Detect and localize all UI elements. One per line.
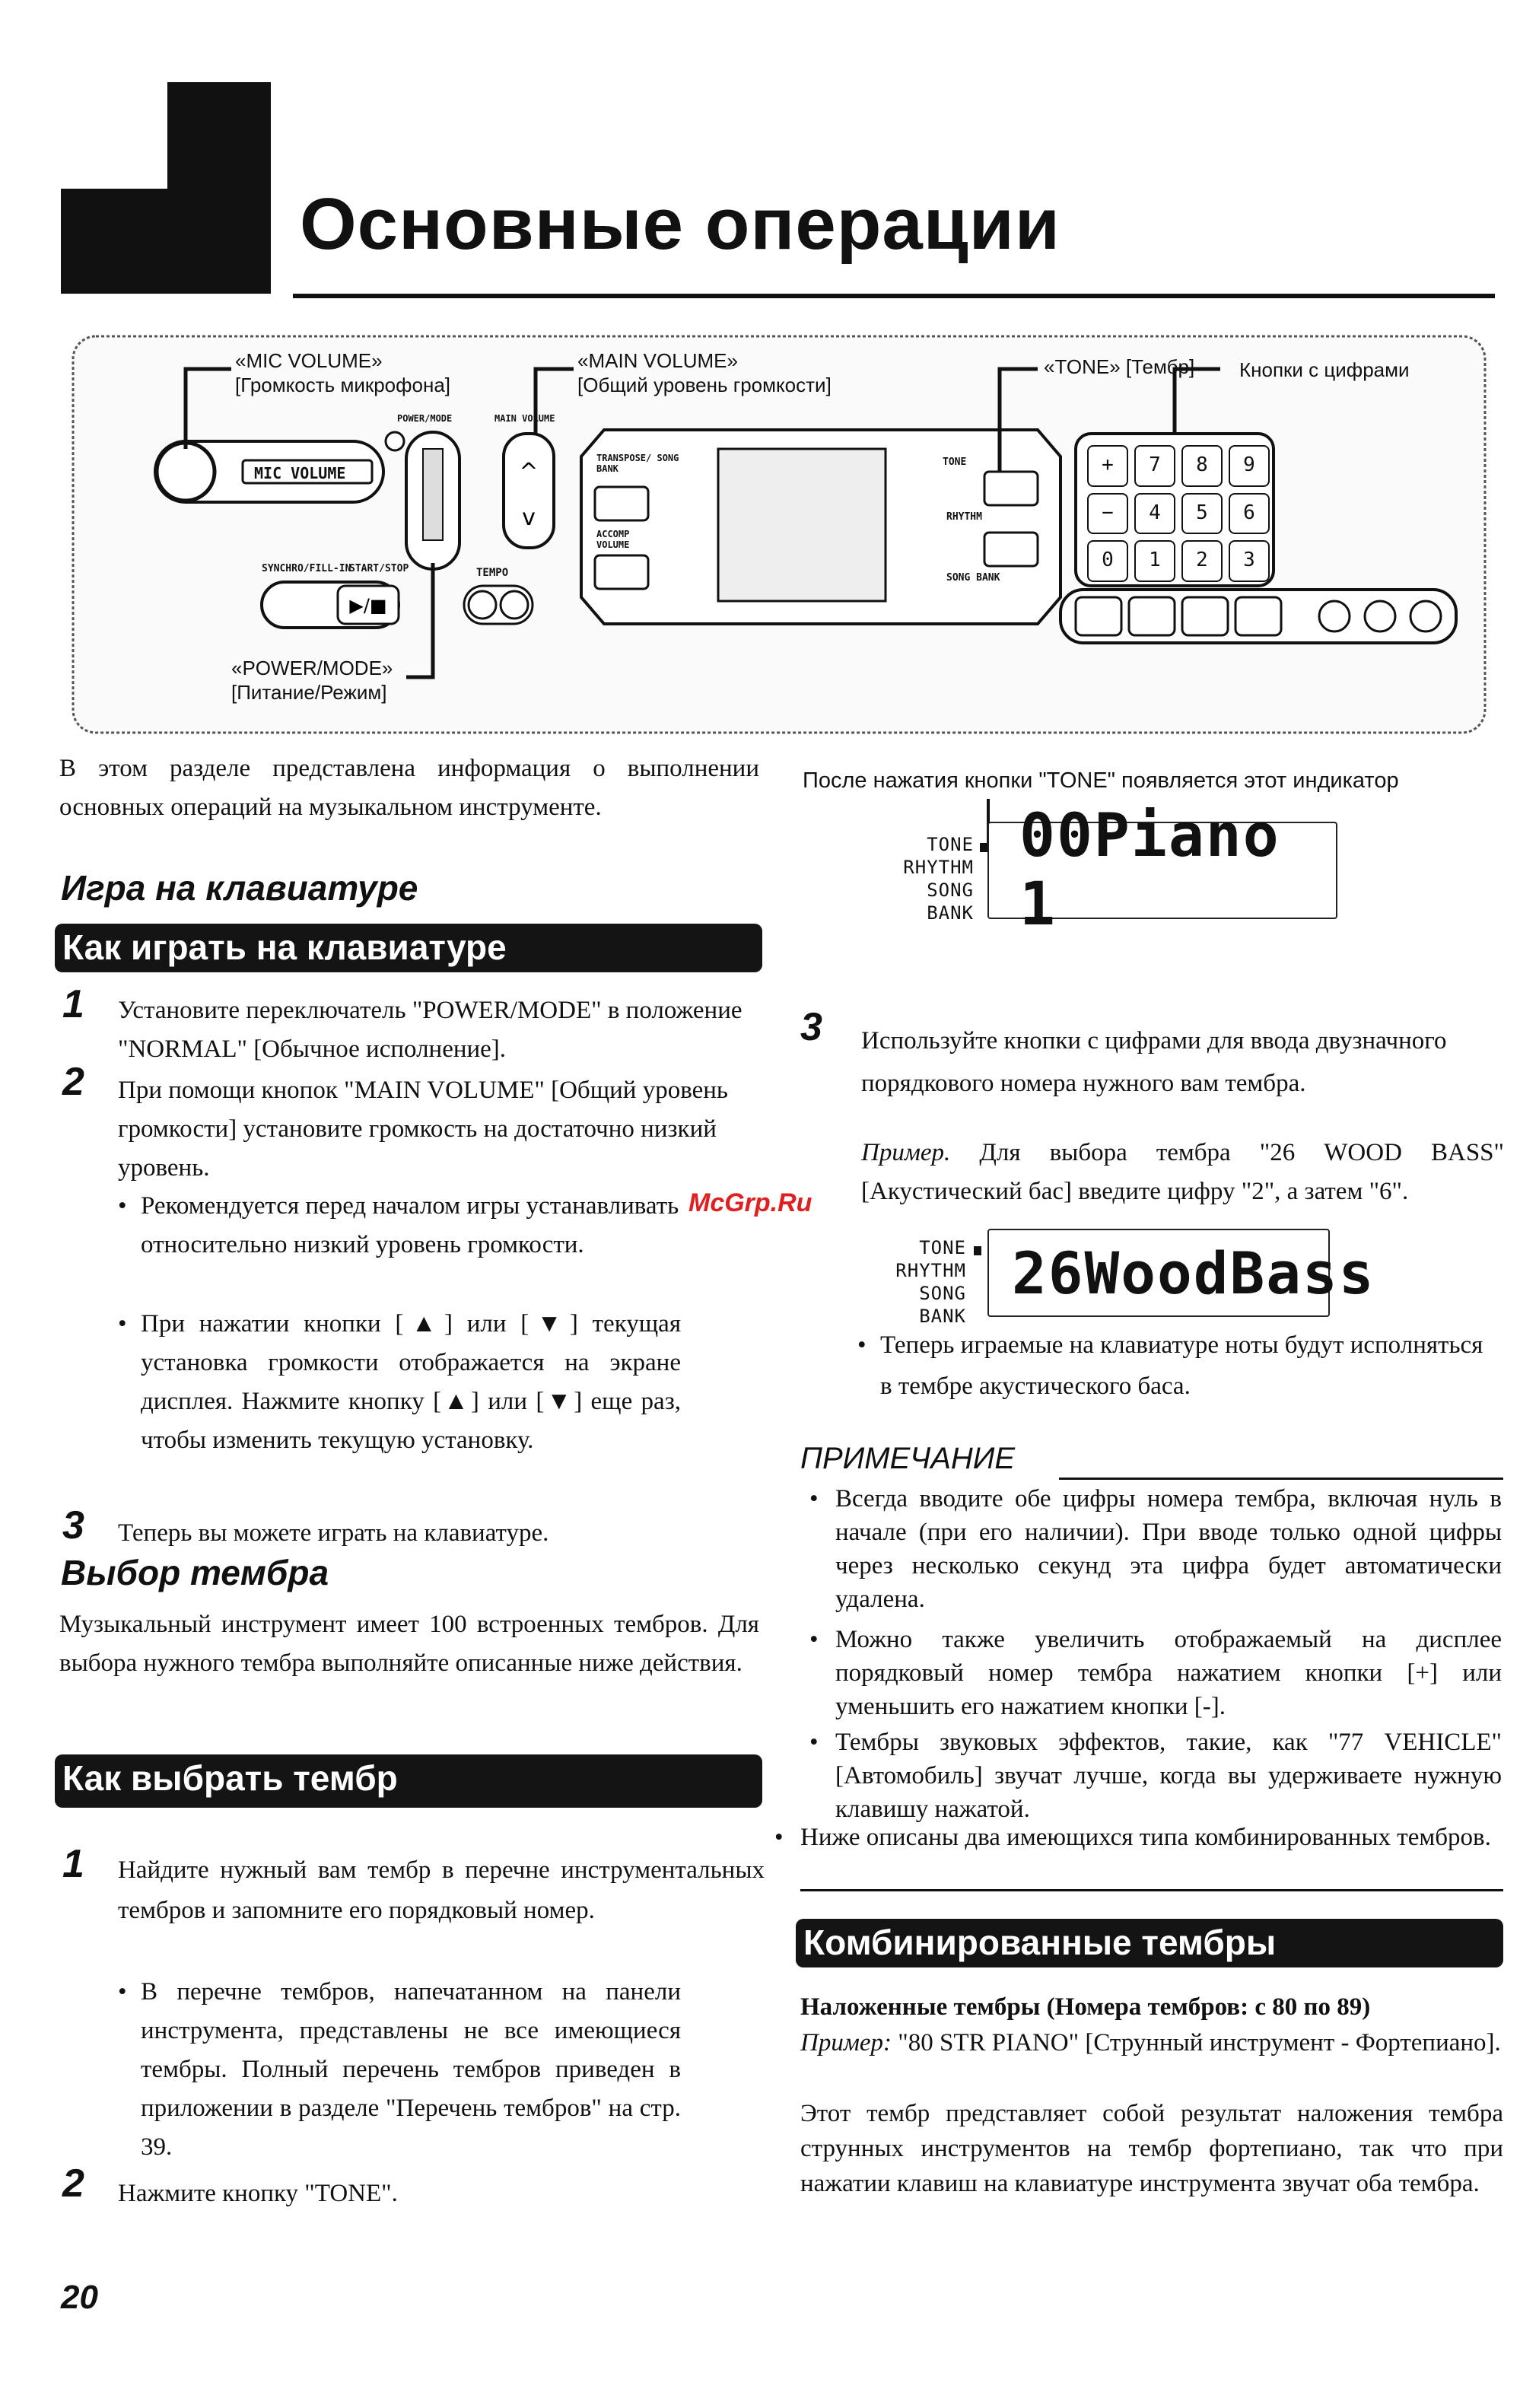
accomp-small-label: ACCOMP VOLUME	[596, 529, 630, 550]
page-number: 20	[61, 2279, 98, 2316]
note-footer: • Ниже описаны два имеющихся типа комбинированных тембров.	[800, 1821, 1502, 1854]
key-3[interactable]: 3	[1229, 540, 1270, 582]
bullet-low-volume: • Рекомендуется перед началом игры устанавливать относительно низкий уровень громкости.	[141, 1187, 681, 1264]
lcd2-tone-indicator	[974, 1246, 981, 1255]
main-vol-small-label: MAIN VOLUME	[494, 413, 555, 424]
bullet-tone-list: • В перечне тембров, напечатанном на панели инструмента, представлены не все имеющиеся тембры. Полный перечень тембров приведен в приложении в разделе "Перечень тембров" на стр. 39.	[141, 1973, 681, 2167]
intro-paragraph: В этом разделе представлена информация о выполнении основных операций на музыкальном инструменте.	[59, 755, 759, 821]
watermark: McGrp.Ru	[688, 1188, 812, 1217]
bullet-acoustic-bass: • Теперь играемые на клавиатуре ноты будут исполняться в тембре акустического баса.	[880, 1325, 1500, 1407]
step-1-number: 1	[62, 982, 84, 1026]
section-heading-play: Игра на клавиатуре	[61, 868, 418, 908]
step-2-number: 2	[62, 1060, 84, 1104]
right-step-3-text: Используйте кнопки с цифрами для ввода двузначного порядкового номера нужного вам тембра.	[861, 1027, 1447, 1097]
main-volume-callout-en: «MAIN VOLUME»	[577, 349, 738, 372]
note-item-1: • Всегда вводите обе цифры номера тембра, включая нуль в начале (при его наличии). При вводе только одной цифры через несколько секунд эта цифра будет автоматически удалена.	[835, 1482, 1502, 1616]
lcd2-label-tone: TONE	[919, 1237, 966, 1258]
note-end-rule	[800, 1889, 1503, 1891]
lcd1-label-rhythm: RHYTHM	[903, 857, 974, 878]
bar-combined-tones: Комбинированные тембры	[796, 1919, 1503, 1967]
key-1[interactable]: 1	[1134, 540, 1175, 582]
step-3-text: Теперь вы можете играть на клавиатуре.	[118, 1519, 549, 1547]
layered-heading: Наложенные тембры (Номера тембров: с 80 по 89)	[800, 1993, 1371, 2021]
note-heading: ПРИМЕЧАНИЕ	[800, 1442, 1016, 1475]
example-text: Для выбора тембра "26 WOOD BASS" [Акустический бас] введите цифру "2", а затем "6".	[861, 1139, 1504, 1205]
key-0[interactable]: 0	[1087, 540, 1128, 582]
step-2-text: При помощи кнопок "MAIN VOLUME" [Общий уровень громкости] установите громкость на достаточно низкий уровень.	[118, 1077, 728, 1182]
step-3-number: 3	[62, 1503, 84, 1548]
transpose-small-label: TRANSPOSE/ SONG BANK	[596, 453, 679, 474]
key-5[interactable]: 5	[1181, 493, 1223, 535]
example-label: Пример.	[861, 1139, 951, 1166]
lcd2-label-rhythm: RHYTHM	[895, 1260, 966, 1281]
mic-volume-callout-en: «MIC VOLUME»	[235, 349, 383, 372]
digit-keypad	[1087, 445, 1270, 582]
bullet-volume-buttons: • При нажатии кнопки [▲] или [▼] текущая установка громкости отображается на экране дисплея. Нажмите кнопку [▲] или [▼] еще раз, чтобы изменить текущую установку.	[141, 1305, 681, 1460]
tone-step-1-number: 1	[62, 1842, 84, 1886]
power-mode-small-label: POWER/MODE	[397, 413, 453, 424]
section-heading-tone: Выбор тембра	[61, 1553, 329, 1592]
chapter-marker	[61, 82, 271, 294]
power-mode-callout-ru: [Питание/Режим]	[231, 681, 387, 704]
key-7[interactable]: 7	[1134, 445, 1175, 487]
lcd1-label-tone: TONE	[927, 834, 974, 855]
key-2[interactable]: 2	[1181, 540, 1223, 582]
tone-step-2-number: 2	[62, 2161, 84, 2206]
knob-label: MIC VOLUME	[254, 464, 346, 482]
lcd1-display: 00Piano 1	[987, 822, 1337, 919]
panel-diagram	[72, 335, 1487, 734]
bar-select-tone: Как выбрать тембр	[55, 1754, 762, 1808]
main-volume-callout	[577, 348, 832, 397]
note-item-3: • Тембры звуковых эффектов, такие, как "77 VEHICLE" [Автомобиль] звучат лучше, когда вы удерживаете нужную клавишу нажатой.	[835, 1726, 1502, 1826]
example-paragraph	[861, 1134, 1504, 1211]
song-bank-small-label: SONG BANK	[946, 572, 1000, 584]
main-volume-callout-ru: [Общий уровень громкости]	[577, 374, 832, 396]
note-item-2: • Можно также увеличить отображаемый на дисплее порядковый номер тембра нажатием кнопки [+] или уменьшить его нажатием кнопки [-].	[835, 1623, 1502, 1723]
tone-callout: «TONE» [Тембр]	[1044, 355, 1195, 378]
key-8[interactable]: 8	[1181, 445, 1223, 487]
main-volume-buttons[interactable]	[504, 434, 554, 548]
bar-how-to-play: Как играть на клавиатуре	[55, 924, 762, 972]
layered-description: Этот тембр представляет собой результат наложения тембра струнных инструментов на тембр фортепиано, так что при нажатии клавиш на клавиатуре инструмента звучат оба тембра.	[800, 2100, 1503, 2197]
key-9[interactable]: 9	[1229, 445, 1270, 487]
mic-volume-callout	[235, 348, 450, 397]
note-heading-rule	[1059, 1478, 1503, 1480]
start-stop-small-label: START/STOP	[349, 563, 409, 574]
svg-text:▶/■: ▶/■	[349, 595, 387, 616]
digit-buttons-callout: Кнопки с цифрами	[1239, 358, 1410, 381]
lcd1-labels	[875, 833, 974, 924]
mic-volume-callout-ru: [Громкость микрофона]	[235, 374, 451, 396]
page-title: Основные операции	[300, 183, 1061, 265]
power-mode-callout-en: «POWER/MODE»	[231, 657, 393, 679]
power-mode-callout	[231, 656, 393, 705]
key-4[interactable]: 4	[1134, 493, 1175, 535]
right-step-3-number: 3	[800, 1005, 822, 1049]
lcd2-display: 26WoodBass	[987, 1229, 1330, 1317]
indicator-caption: После нажатия кнопки "TONE" появляется этот индикатор	[803, 768, 1399, 793]
key-minus[interactable]: −	[1087, 493, 1128, 535]
key-plus[interactable]: +	[1087, 445, 1128, 487]
layered-example-text: "80 STR PIANO" [Струнный инструмент - Фортепиано].	[898, 2029, 1501, 2057]
lcd2-labels	[867, 1236, 966, 1328]
tone-intro-paragraph: Музыкальный инструмент имеет 100 встроенных тембров. Для выбора нужного тембра выполняйте описанные ниже действия.	[59, 1611, 759, 1677]
tempo-small-label: TEMPO	[476, 567, 509, 579]
layered-example-label: Пример:	[800, 2029, 892, 2057]
step-1-text: Установите переключатель "POWER/MODE" в положение "NORMAL" [Обычное исполнение].	[118, 997, 743, 1063]
key-6[interactable]: 6	[1229, 493, 1270, 535]
lcd2-label-song-bank: SONG BANK	[919, 1283, 966, 1327]
tone-step-1-text: Найдите нужный вам тембр в перечне инструментальных тембров и запомните его порядковый номер.	[118, 1856, 765, 1924]
tone-step-2-text: Нажмите кнопку "TONE".	[118, 2180, 398, 2207]
title-divider	[293, 294, 1495, 298]
sync-fill-small-label: SYNCHRO/FILL-IN	[262, 563, 351, 574]
svg-text:v: v	[522, 504, 536, 531]
layered-example	[800, 2025, 1503, 2060]
rhythm-small-label: RHYTHM	[946, 511, 982, 523]
tone-small-label: TONE	[943, 456, 967, 468]
svg-text:^: ^	[519, 459, 539, 485]
lcd1-label-song-bank: SONG BANK	[927, 880, 974, 924]
